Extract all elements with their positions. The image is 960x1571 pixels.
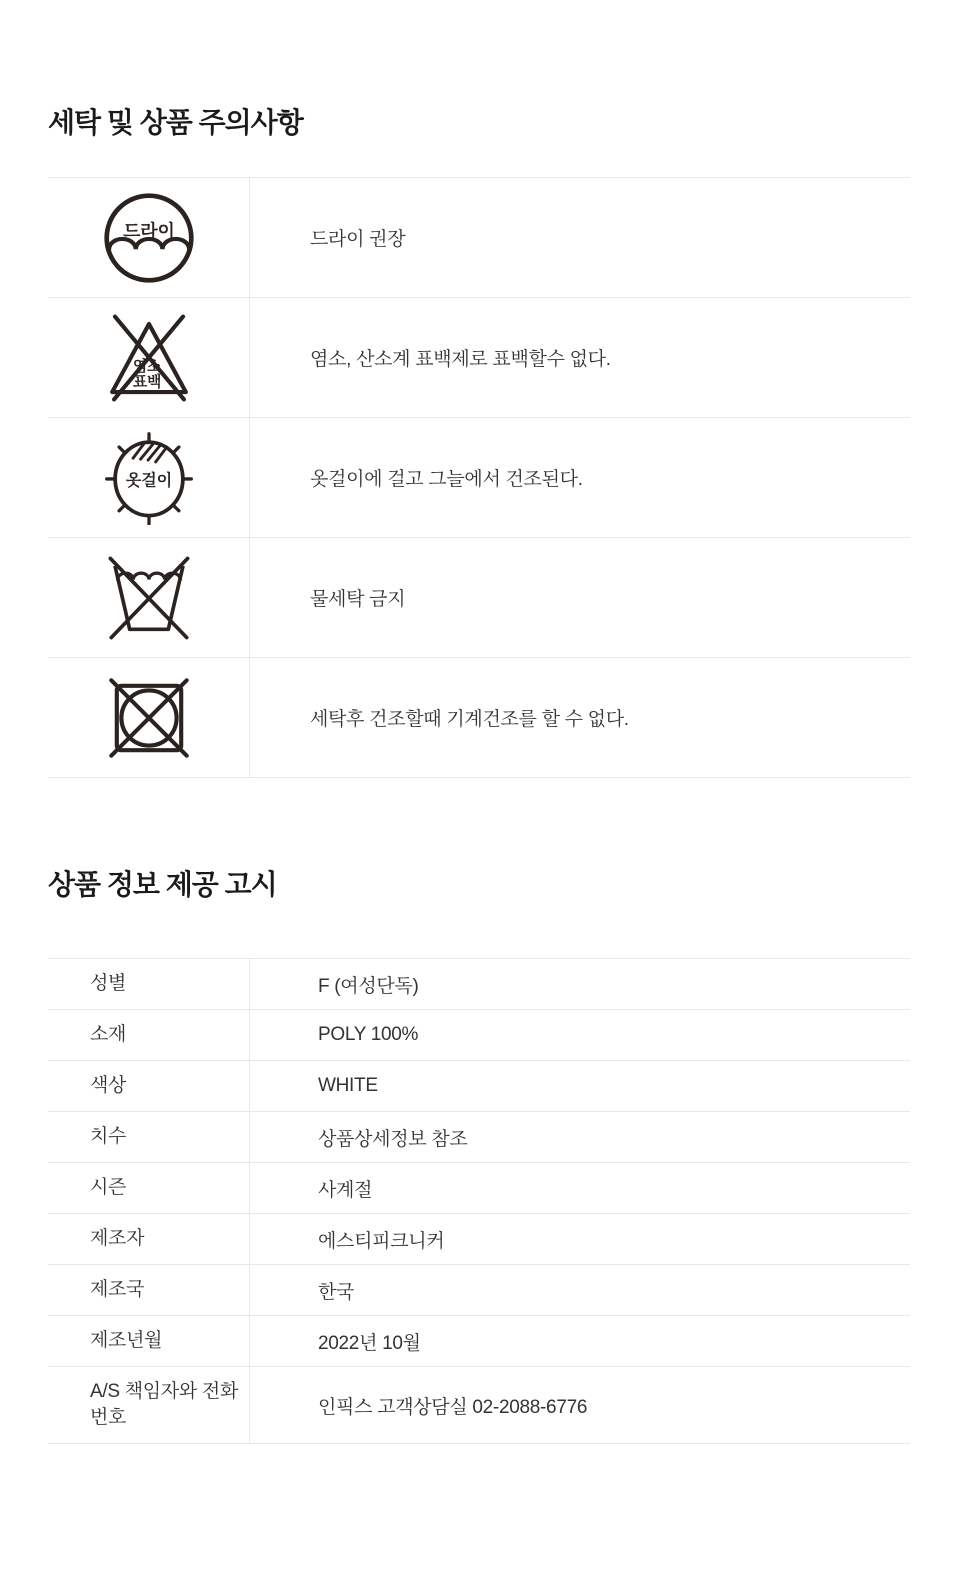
- product-info-table: [48, 958, 910, 1444]
- no-bleach-icon: [103, 312, 195, 404]
- info-row-manufacture-date: [48, 1315, 910, 1366]
- info-value: WHITE: [318, 1075, 378, 1096]
- care-icon-cell: [48, 298, 250, 417]
- info-row-as-contact: [48, 1366, 910, 1443]
- info-row-gender: [48, 958, 910, 1009]
- info-value: 2022년 10월: [318, 1332, 421, 1354]
- care-instruction-text: 염소, 산소계 표백제로 표백할수 없다.: [310, 349, 611, 370]
- info-label: 치수: [48, 1112, 250, 1162]
- care-instruction-text: 물세탁 금지: [310, 589, 406, 610]
- dry-clean-icon-label: 드라이: [122, 220, 175, 241]
- info-section-title: 상품 정보 제공 고시: [48, 869, 277, 900]
- info-label: 성별: [48, 959, 250, 1009]
- hang-dry-shade-icon: [102, 431, 196, 525]
- care-instruction-text: 옷걸이에 걸고 그늘에서 건조된다.: [310, 469, 583, 490]
- no-bleach-icon-label-line1: 염소: [132, 358, 161, 375]
- care-row-hang-dry: [48, 417, 910, 537]
- care-instruction-text: 세탁후 건조할때 기계건조를 할 수 없다.: [310, 709, 629, 730]
- info-value: POLY 100%: [318, 1024, 419, 1045]
- info-label: 색상: [48, 1061, 250, 1111]
- care-icon-cell: [48, 178, 250, 297]
- care-icon-cell: [48, 658, 250, 777]
- info-label: 제조국: [48, 1265, 250, 1315]
- care-row-do-not-tumble-dry: [48, 657, 910, 777]
- info-value: 사계절: [318, 1179, 373, 1201]
- care-section-title: 세탁 및 상품 주의사항: [48, 107, 303, 138]
- hang-dry-icon-label: 옷걸이: [125, 472, 172, 490]
- info-label: 제조자: [48, 1214, 250, 1264]
- info-row-manufacturer: [48, 1213, 910, 1264]
- info-value: 상품상세정보 참조: [318, 1128, 468, 1150]
- care-icon-cell: [48, 538, 250, 657]
- info-value: 인픽스 고객상담실 02-2088-6776: [318, 1396, 588, 1418]
- care-instruction-text: 드라이 권장: [310, 229, 406, 250]
- care-row-dry-clean: [48, 177, 910, 297]
- info-value: 에스티피크니커: [318, 1230, 445, 1252]
- info-row-season: [48, 1162, 910, 1213]
- info-label: 소재: [48, 1010, 250, 1060]
- info-row-material: [48, 1009, 910, 1060]
- info-row-country: [48, 1264, 910, 1315]
- info-label: 시즌: [48, 1163, 250, 1213]
- info-row-color: [48, 1060, 910, 1111]
- dry-clean-icon: [102, 191, 196, 285]
- info-label: 제조년월: [48, 1316, 250, 1366]
- info-row-size: [48, 1111, 910, 1162]
- care-icon-cell: [48, 418, 250, 537]
- no-bleach-icon-label-line2: 표백: [132, 374, 161, 391]
- info-label: A/S 책임자와 전화번호: [48, 1367, 250, 1443]
- care-instructions-table: [48, 177, 910, 778]
- info-value: 한국: [318, 1281, 355, 1303]
- info-value: F (여성단독): [318, 975, 419, 997]
- do-not-tumble-dry-icon: [103, 672, 195, 764]
- do-not-wash-icon: [103, 552, 195, 644]
- care-row-do-not-wash: [48, 537, 910, 657]
- care-row-no-bleach: [48, 297, 910, 417]
